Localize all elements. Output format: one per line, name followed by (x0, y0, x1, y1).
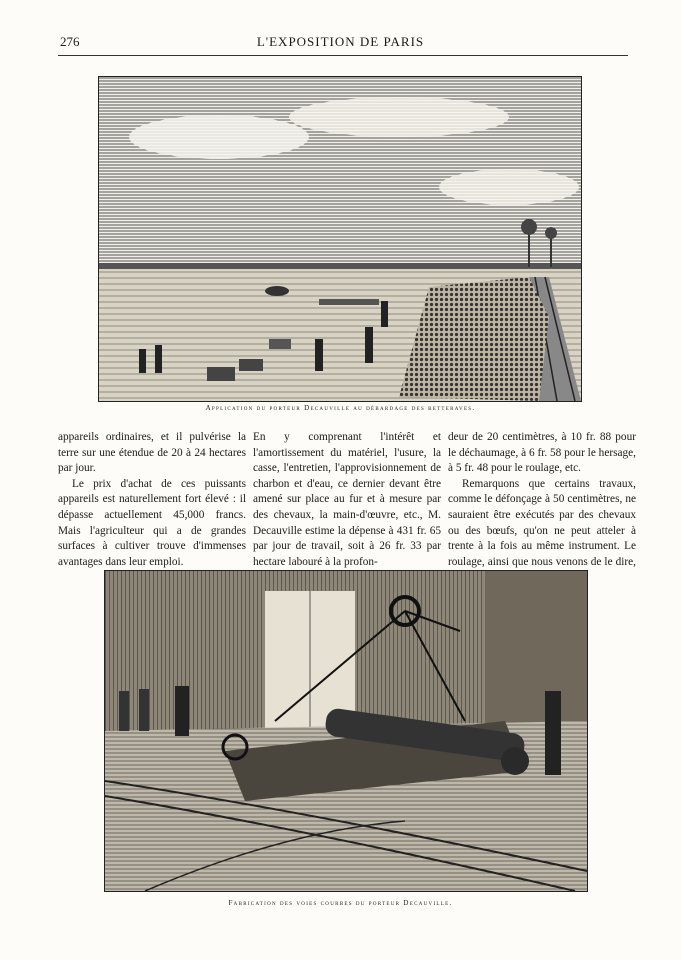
page-number: 276 (60, 34, 80, 49)
running-title: L'EXPOSITION DE PARIS (256, 34, 425, 49)
engraving-beet-unloading (98, 76, 582, 402)
figure-caption: Application du porteur Decauville au débardage des betteraves. (205, 404, 476, 412)
text-column-3 (448, 430, 636, 586)
paragraph: deur de 20 centimètres, à 10 fr. 88 pour le déchaumage, à 6 fr. 58 pour le hersage, à 5 fr. 48 pour le roulage, etc. (448, 431, 636, 475)
header-rule (58, 55, 628, 56)
figure-caption: Fabrication des voies courbes du porteur Decauville. (228, 899, 453, 907)
paragraph: Le prix d'achat de ces puissants appareils est naturellement fort élevé : il dépasse actuellement 45,000 francs. Mais l'agriculteur qui a de grandes surfaces à cultiver trouve d'immenses avantages dans leur emploi. (58, 477, 246, 568)
paragraph: appareils ordinaires, et il pulvérise la terre sur une étendue de 20 à 24 hectares par jour. (58, 431, 246, 475)
text-column-2 (253, 430, 441, 570)
engraving-rail-fabrication (104, 570, 588, 892)
paragraph: Remarquons que certains travaux, comme le défonçage à 50 centimètres, ne sauraient être exécutés par des chevaux ou des bœufs, qu'on ne peut atteler à trente à la fois au même instrument. Le roulage, ainsi que nous venons de le dire, (448, 477, 636, 568)
paragraph: En y comprenant l'intérêt et l'amortissement du matériel, l'usure, la casse, l'entretien, l'approvisionnement de charbon et d'eau, ce dernier devant être amené sur place au fur et à mesure par des chevaux, la main-d'œuvre, etc., M. Decauville estime la dépense à 431 fr. 65 par jour de travail, soit à 26 fr. 33 par hectare labouré à la profon- (253, 431, 441, 568)
text-column-1 (58, 430, 246, 570)
